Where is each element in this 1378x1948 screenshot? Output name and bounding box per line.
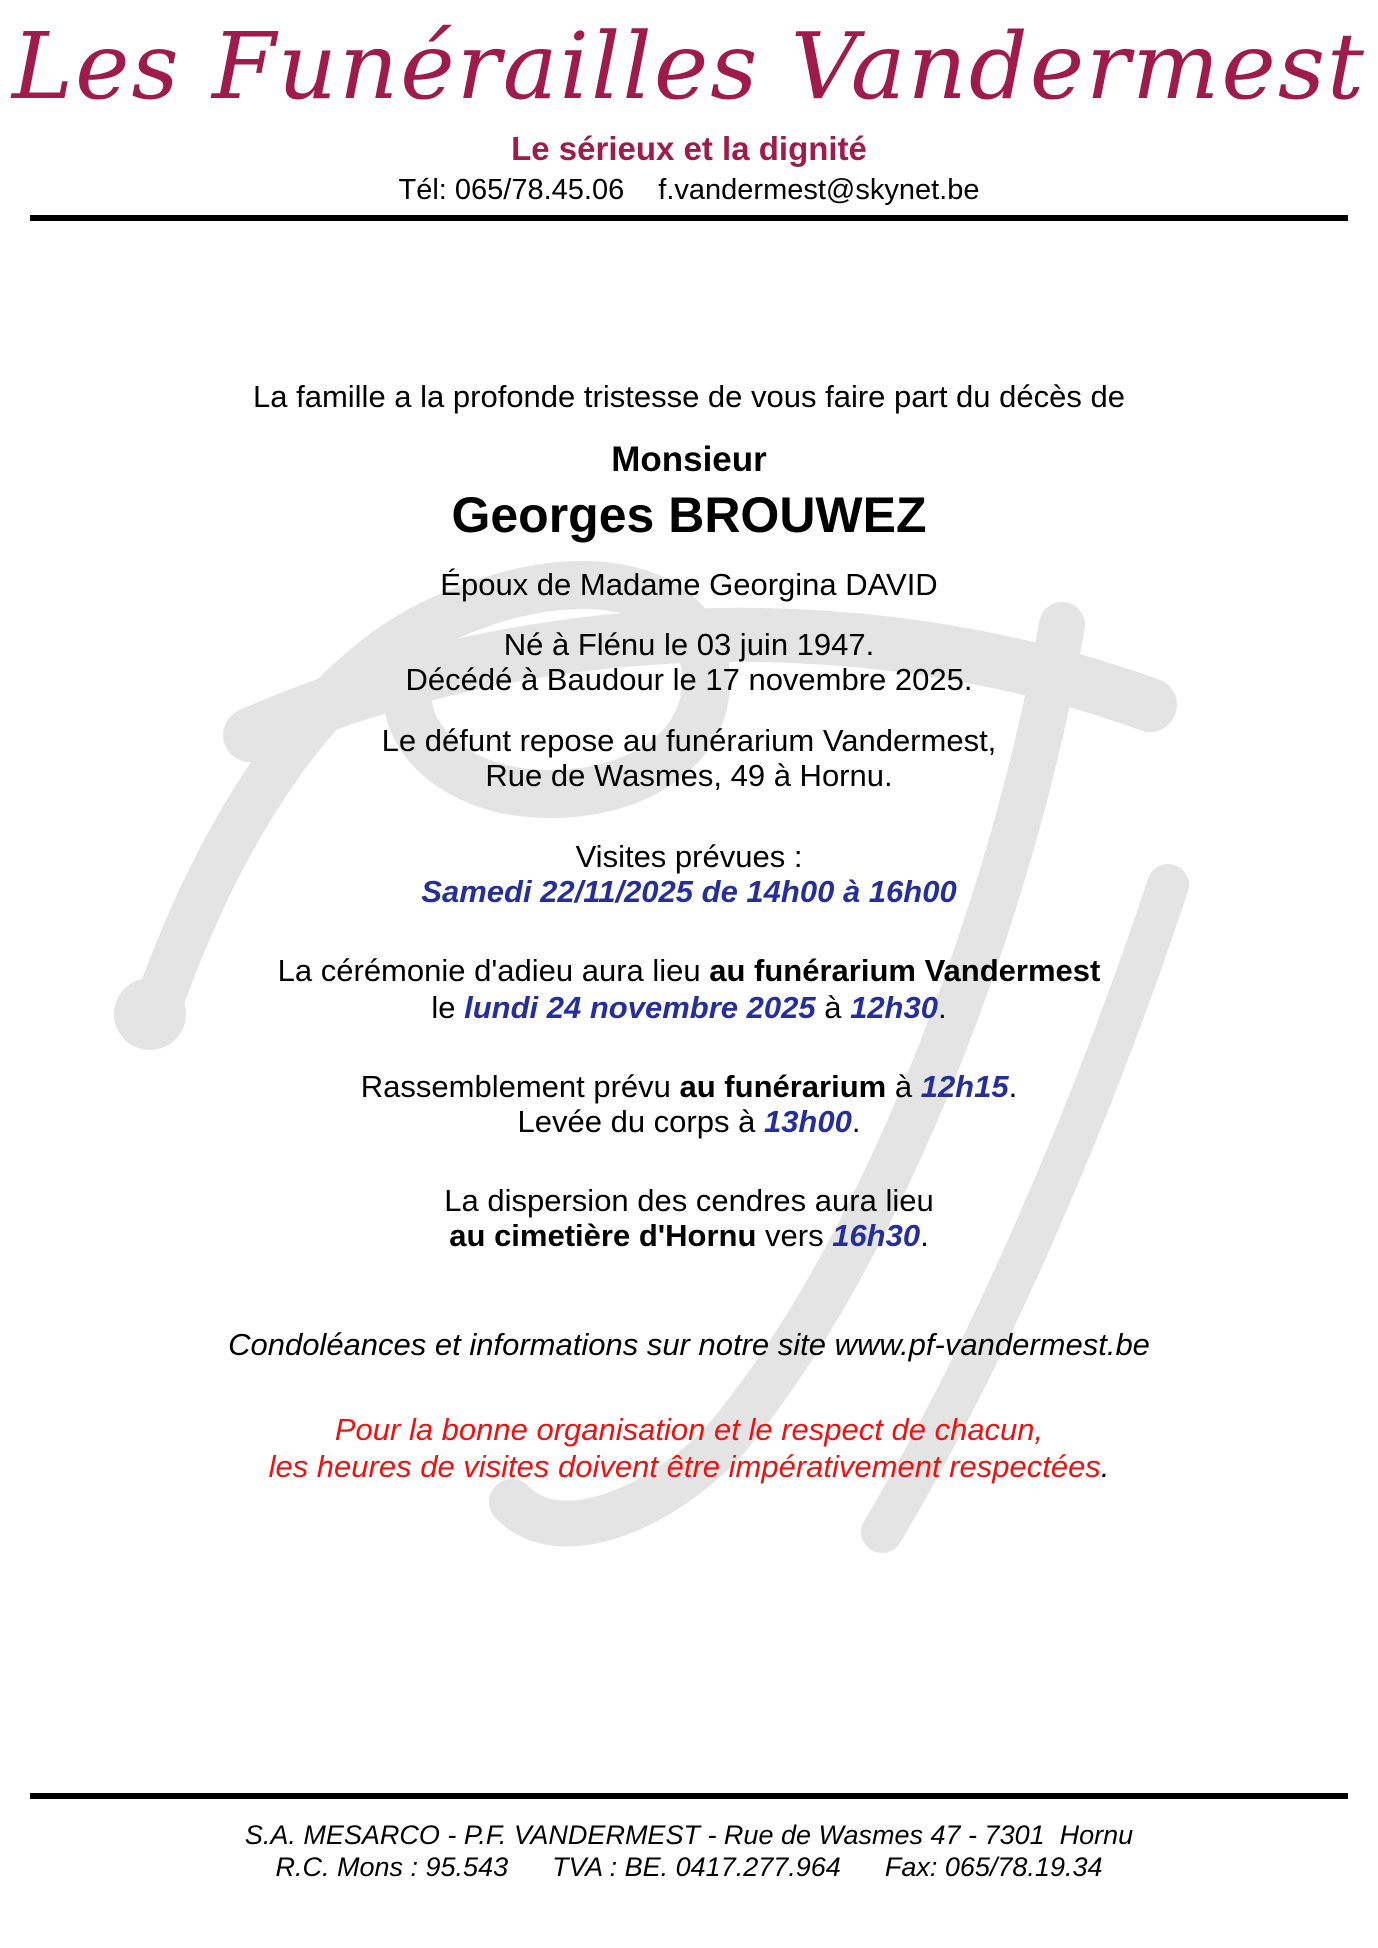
text-run: au funérarium Vandermest [709,953,1101,989]
footer-company-line: S.A. MESARCO - P.F. VANDERMEST - Rue de Wasmes 47 - 7301 Hornu [244,1820,1134,1850]
footer-divider [30,1793,1348,1799]
text-run: Georges BROUWEZ [451,487,927,544]
text-run: . [1008,1069,1018,1105]
footer-registration-item: Fax: 065/78.19.34 [884,1852,1103,1882]
text-run: Rue de Wasmes, 49 à Hornu. [485,758,893,794]
text-run: au cimetière d'Hornu [449,1218,757,1254]
footer-registration-item: R.C. Mons : 95.543 [275,1852,509,1882]
body-line [0,1069,1378,1104]
text-run: Visites prévues : [575,839,803,875]
body-line [0,440,1378,479]
body-line [0,1412,1378,1447]
text-run: La dispersion des cendres aura lieu [444,1183,934,1219]
page-footer [0,1793,1378,1883]
body-line [0,487,1378,543]
text-run: La famille a la profonde tristesse de vous faire part du décès de [253,379,1125,415]
text-run: Samedi 22/11/2025 de 14h00 à 16h00 [421,874,957,910]
footer-registration-line [0,1851,1378,1883]
text-run: 16h30 [832,1218,921,1254]
text-run: les heures de visites doivent être impérativement respectées [268,1449,1101,1485]
text-run: 12h30 [850,990,938,1026]
body-line [0,662,1378,697]
text-run: Condoléances et informations sur notre site www.pf-vandermest.be [228,1327,1150,1363]
body-line [0,723,1378,758]
text-run: vers [756,1218,833,1254]
body-line [0,953,1378,988]
body-line [0,627,1378,662]
body-line [0,1327,1378,1362]
body-line [0,1218,1378,1253]
text-run: La cérémonie d'adieu aura lieu [277,953,710,989]
text-run: Rassemblement prévu [360,1069,680,1105]
body-line [0,379,1378,414]
brand-title: Les Funérailles Vandermest [11,13,1367,120]
body-line [0,1104,1378,1139]
body-line [0,758,1378,793]
text-run: Levée du corps à [517,1104,764,1140]
text-run: Pour la bonne organisation et le respect de chacun, [334,1412,1044,1448]
text-run: Le défunt repose au funérarium Vandermest, [381,723,997,759]
brand-tagline: Le sérieux et la dignité [511,130,867,168]
text-run: 12h15 [920,1069,1009,1105]
footer-registration-item: TVA : BE. 0417.277.964 [552,1852,841,1882]
text-run: . [1100,1449,1110,1485]
announcement-body [0,379,1378,1484]
body-line [0,990,1378,1025]
phone-number: Tél: 065/78.45.06 [398,174,625,207]
body-line [0,1183,1378,1218]
text-run: . [937,990,947,1026]
body-line [0,1449,1378,1484]
body-line [0,839,1378,874]
header-divider [30,215,1348,221]
text-run: à [886,1069,921,1105]
contact-line [0,174,1378,207]
text-run: à [815,990,851,1026]
text-run: Monsieur [611,440,767,480]
text-run: le [431,990,465,1026]
text-run: lundi 24 novembre 2025 [464,990,816,1026]
text-run: . [851,1104,861,1140]
text-run: au funérarium [679,1069,887,1105]
body-line [0,567,1378,602]
text-run: Né à Flénu le 03 juin 1947. [503,627,875,663]
text-run: . [920,1218,929,1254]
text-run: Époux de Madame Georgina DAVID [440,567,938,603]
text-run: 13h00 [763,1104,852,1140]
text-run: Décédé à Baudour le 17 novembre 2025. [405,662,973,698]
email-address: f.vandermest@skynet.be [658,174,980,207]
body-line [0,874,1378,909]
